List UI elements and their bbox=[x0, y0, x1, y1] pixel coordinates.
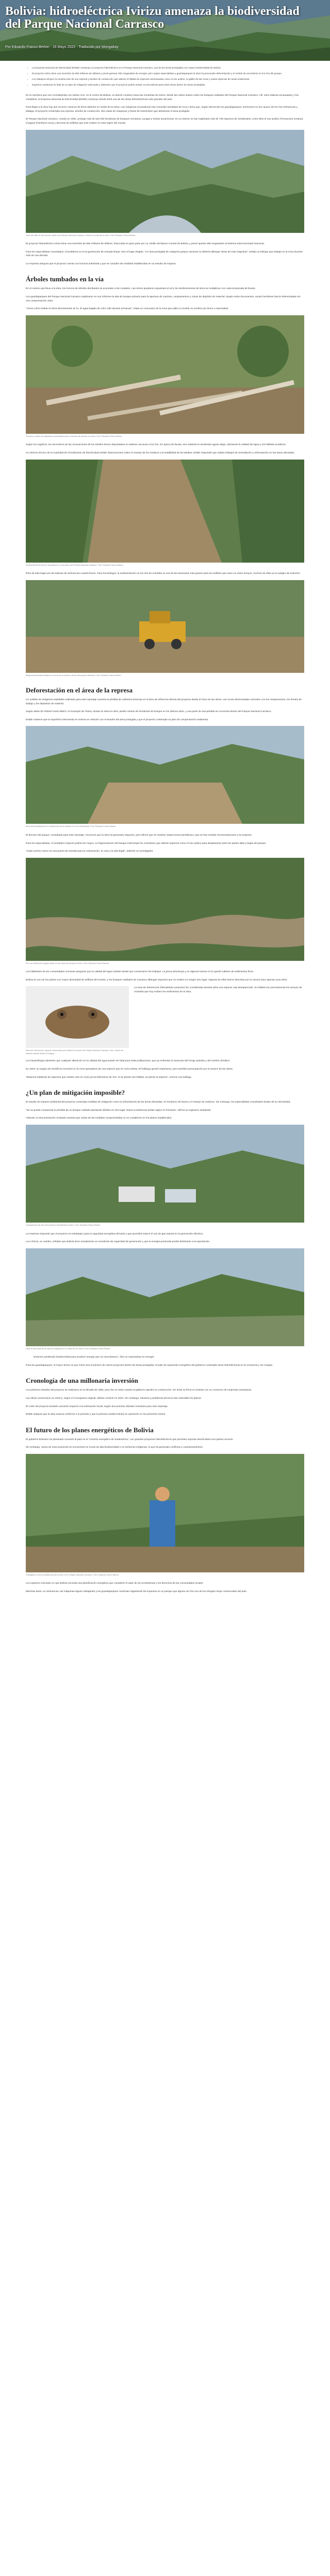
figure-caption: Río con sedimentos aguas abajo de las obras del proyecto Ivirizu. Foto: Eduardo Franco Berton. bbox=[26, 962, 110, 964]
paragraph: Según los registros, los escombros de las excavaciones de los túneles fueron depositados en laderas cercanas a los ríos. En época de lluvias, ese material es arrastrado aguas abajo, afectando la calidad del agua y los hábitats acuáticos. bbox=[26, 444, 287, 447]
figure-caption: Trabajador en las inmediaciones de la obra, en el Parque Nacional Carrasco. Foto: Eduardo Franco Berton. bbox=[26, 1573, 119, 1576]
figure bbox=[26, 858, 304, 965]
paragraph: Los primeros estudios del proyecto se realizaron en la década de 1990, pero fue en 2016 cuando el gobierno aprobó su construcción. En 2018 se firmó el contrato con un consorcio de empresas extranjeras. bbox=[26, 1389, 252, 1392]
figure bbox=[26, 1454, 304, 1577]
section-heading: Cronología de una millonaria inversión bbox=[26, 1377, 138, 1385]
paragraph: El gobierno boliviano ha planteado convertir al país en el “corazón energético de Sudamérica”, con grandes proyectos hidroeléctricos que permitan exportar electricidad a los países vecinos. bbox=[26, 1438, 234, 1441]
paragraph: ENDE sostiene que la superficie intervenida es mínima en relación con el tamaño del área protegida y que el proyecto contempla un plan de compensación ambiental. bbox=[26, 718, 209, 721]
figure-caption: Área desmontada para la construcción de la represa en el río Sehuencas. Foto: Eduardo Franco Berton. bbox=[26, 825, 117, 828]
paragraph: Los herpetólogos advierten que cualquier alteración en la calidad del agua puede ser fatal para estas poblaciones, que ya enfrentan la amenaza del hongo quitridio y del cambio climático. bbox=[26, 1060, 230, 1063]
pull-quote: “Estamos perdiendo biodiversidad para producir energía que no necesitamos”, dice un especialista en energía. bbox=[33, 1356, 155, 1359]
hero-banner bbox=[0, 0, 330, 61]
page-title: Bolivia: hidroeléctrica Ivirizu amenaza la biodiversidad del Parque Nacional Carrasco bbox=[5, 5, 300, 31]
paragraph: Para los guardaparques, el mayor temor es que Ivirizu sea el primero de varios proyectos dentro de áreas protegidas. El plan de expansión energética del gobierno contempla otras hidroeléctricas en la Amazonía y los Yungas. bbox=[26, 1364, 273, 1367]
paragraph: En la carretera que une Cochabamba con Santa Cruz, en el centro de Bolivia, un desvío conduce hacia las montañas de Ivirizu, donde las nubes suelen cubrir los bosques nublados del Parque Nacional Carrasco. Allí, entre laderas escarpadas y ríos cristalinos, la Empresa Nacional de Electricidad (ENDE) construye desde 2019 una de las obras hidroeléctricas más grandes del país. bbox=[26, 94, 299, 101]
paragraph: Para llegar a la obra hay que recorrer caminos de tierra abiertos en medio de la selva. Las máquinas excavadoras han removido toneladas de roca y tierra que, según denuncian los guardaparques, terminaron en los cauces de los ríos Sehuencas y Málaga. El proyecto contempla una represa, túneles de conducción, dos casas de máquinas y líneas de transmisión que atraviesan el área protegida. bbox=[26, 106, 298, 113]
figure bbox=[26, 1248, 304, 1351]
figure bbox=[26, 130, 304, 238]
summary-item: • Expertos cuestionan la falta de un plan de mitigación adecuado y advierten que el proyecto podría sentar un precedente para otras obras dentro de áreas protegidas. bbox=[32, 83, 304, 87]
paragraph: “No se puede compensar la pérdida de un bosque nublado plantando árboles en otro lugar. Estos ecosistemas tardan siglos en formarse”, afirma un ingeniero ambiental. bbox=[26, 1109, 211, 1112]
paragraph: Según datos de Global Forest Watch, el municipio de Totora, donde se ubica la obra, perdió cientos de hectáreas de bosque en los últimos años, y una parte de esa pérdida se concentra dentro del Parque Nacional Carrasco. bbox=[26, 710, 272, 714]
valley-photo bbox=[26, 130, 304, 233]
paragraph: La empresa asegura que el proyecto cuenta con licencia ambiental y que se cumplen las medidas establecidas en su estudio de impacto. bbox=[26, 262, 177, 265]
article-body bbox=[26, 61, 304, 1608]
paragraph: Bolivia es uno de los países con mayor diversidad de anfibios del mundo, y los bosques nublados de Carrasco albergan especies que no existen en ningún otro lugar. Algunas de ellas fueron descritas por la ciencia hace apenas unos años. bbox=[26, 978, 288, 981]
paragraph: ENDE asegura que la obra avanza conforme a lo previsto y que la primera unidad entrará en operación en los próximos meses. bbox=[26, 1413, 166, 1416]
landslide-photo bbox=[26, 460, 304, 563]
figure-caption: Rana de Sehuencas, especie amenazada que habita los arroyos del Parque Nacional Carrasco. Foto: Museo de Historia Natural Alcide d’Orbigny. bbox=[26, 1049, 124, 1055]
figure-caption: Deslizamiento de tierra y escombros en una ladera del Parque Nacional Carrasco. Foto: Eduardo Franco Berton. bbox=[26, 564, 124, 566]
paragraph: El Parque Nacional Carrasco, creado en 1991, protege más de 622 000 hectáreas de bosques montanos, yungas y selvas amazónicas. En su interior se han registrado más de 700 especies de vertebrados, entre ellos el oso andino (Tremarctos ornatus), el jaguar (Panthera onca) y decenas de anfibios que solo existen en esta región del mundo. bbox=[26, 118, 304, 125]
summary-item: • Los trabajos incluyen la construcción de una represa y túneles de conducción que alteran el hábitat de especies amenazadas como el oso andino, el gallito de las rocas y varias especies de ranas endémicas. bbox=[32, 77, 304, 81]
figure-caption: Vista del valle de Sehuencas, dentro del Parque Nacional Carrasco, donde se construye la obra. Foto: Eduardo Franco Berton. bbox=[26, 234, 136, 236]
paragraph: Mientras tanto, en Sehuencas, las máquinas siguen trabajando y los guardaparques continúan registrando los impactos en un parque que alguna vez fue uno de los refugios mejor conservados del país. bbox=[26, 1590, 248, 1594]
paragraph: Además, la documentación revisada muestra que varias de las medidas comprometidas no se cumplieron en los plazos establecidos. bbox=[26, 1117, 172, 1120]
frog-photo bbox=[26, 986, 129, 1048]
paragraph: La rana de Sehuencas (Telmatobius yuracare) fue considerada durante años una especie casi desaparecida. Su hábitat son precisamente los arroyos de montaña que hoy reciben los sedimentos de la obra. bbox=[134, 987, 302, 994]
figure bbox=[26, 726, 304, 828]
paragraph: Los habitantes de las comunidades cercanas aseguran que la calidad del agua cambió desde que comenzaron los trabajos. La pesca disminuyó y en algunos tramos el río quedó cubierto de sedimentos finos. bbox=[26, 971, 254, 974]
paragraph: Ríos de lodo bajan por las laderas de Sehuencas cuando llueve. Para los biólogos, la sedimentación en los ríos de montaña es una de las amenazas más graves para los anfibios que viven en estos arroyos, muchos de ellos ya en peligro de extinción. bbox=[26, 572, 301, 575]
paragraph: Los críticos, en cambio, señalan que Bolivia tiene actualmente un excedente de capacidad de generación y que la energía producida podría destinarse a la exportación. bbox=[26, 1241, 210, 1244]
paragraph: Un análisis de imágenes satelitales realizado para este reportaje muestra la pérdida de cobertura boscosa en el área de influencia directa del proyecto desde el inicio de las obras. Las zonas desmontadas coinciden con los campamentos, los frentes de trabajo y los depósitos de material. bbox=[26, 699, 302, 705]
paragraph: Un informe técnico de la Autoridad de Fiscalización de Electricidad señaló observaciones sobre el manejo de los residuos y la estabilidad de los taludes. ENDE respondió que realiza trabajos de remediación y reforestación en las áreas afectadas. bbox=[26, 451, 295, 454]
section-heading: Árboles tumbados en la vía bbox=[26, 275, 104, 283]
figure-caption: Maquinaria pesada trabaja en el área de la represa, dentro del parque nacional. Foto: Eduardo Franco Berton. bbox=[26, 674, 122, 676]
frog-figure-row bbox=[26, 986, 304, 1055]
paragraph: El director del parque, consultado para este reportaje, reconoció que la obra ha generado impactos, pero afirmó que se realizan inspecciones periódicas y que se han emitido recomendaciones a la empresa. bbox=[26, 834, 252, 837]
paragraph: El costo del proyecto también aumentó respecto a la estimación inicial, según documentos oficiales revisados para este reportaje. bbox=[26, 1405, 168, 1408]
section-heading: Deforestación en el área de la represa bbox=[26, 686, 133, 694]
section-heading: El futuro de los planes energéticos de Bolivia bbox=[26, 1426, 154, 1434]
figure bbox=[26, 580, 304, 677]
machinery-photo bbox=[26, 580, 304, 673]
figure-caption: Campamento de obra del proyecto hidroeléctrico Ivirizu. Foto: Eduardo Franco Berton. bbox=[26, 1224, 101, 1226]
figure-caption: Vista de las obras de la casa de máquinas en el valle del río Ivirizu. Foto: Eduardo Franco Berton. bbox=[26, 1347, 111, 1350]
worker-photo bbox=[26, 1454, 304, 1572]
figure-caption: Troncos y restos de vegetación acumulados junto al camino de acceso a la obra. Foto: Eduardo Franco Berton. bbox=[26, 435, 123, 437]
paragraph: “Vimos cómo tiraban la tierra directamente al río. El agua bajaba de color café durante semanas”, relata un comunario de la zona que pidió no revelar su nombre por temor a represalias. bbox=[26, 308, 229, 311]
byline: Por Eduardo Franco Berton · 16 Mayo 2022 · Traducido por Mongabay bbox=[5, 45, 119, 49]
summary-list bbox=[26, 66, 304, 87]
figure bbox=[26, 460, 304, 567]
paragraph: El proyecto hidroeléctrico Ivirizu tiene una inversión de 560 millones de dólares, financiada en gran parte por un crédito del Banco Central de Bolivia, y prevé aportar 290 megavatios al Sistema Interconectado Nacional. bbox=[26, 243, 265, 246]
summary-item: • La Empresa Nacional de Electricidad (ENDE) construye un proyecto hidroeléctrico en el Parque Nacional Carrasco, una de las áreas protegidas con mayor biodiversidad de Bolivia. bbox=[32, 66, 304, 70]
paragraph: El estudio de impacto ambiental del proyecto contempla medidas de mitigación como la reforestación de las áreas afectadas, el monitoreo de fauna y el manejo de residuos. Sin embargo, los especialistas consultados dudan de su efectividad. bbox=[26, 1101, 291, 1104]
paragraph: Los expertos coinciden en que Bolivia necesita una planificación energética que considere el valor de los ecosistemas y los derechos de las comunidades locales. bbox=[26, 1582, 204, 1585]
section-heading: ¿Un plan de mitigación imposible? bbox=[26, 1089, 125, 1097]
paragraph: Los guardaparques del Parque Nacional Carrasco registraron en sus informes la tala de bosque primario para la apertura de caminos, campamentos y zonas de depósito de material. Según estos documentos, varias hectáreas fueron desmontadas sin una compensación clara. bbox=[26, 296, 301, 302]
river-sediment-photo bbox=[26, 858, 304, 961]
paragraph: La empresa responde que el proyecto es estratégico para la seguridad energética del país y que permitirá reducir el uso de gas natural en la generación eléctrica. bbox=[26, 1232, 204, 1235]
paragraph: Para los especialistas consultados, el problema no es la generación de energía limpia, sino el lugar elegido. “Un área protegida de categoría parque nacional no debería albergar obras de esta magnitud”, señala un biólogo que trabajó en la zona durante más de una década. bbox=[26, 250, 303, 258]
figure bbox=[26, 315, 304, 438]
fallen-trees-photo bbox=[26, 315, 304, 434]
figure bbox=[26, 1125, 304, 1227]
figure bbox=[26, 986, 129, 1055]
powerhouse-photo bbox=[26, 1248, 304, 1346]
paragraph: En 2019, un equipo de científicos encontró en la zona ejemplares de una especie que se creía extinta. El hallazgo generó esperanza, pero también preocupación por el avance de las obras. bbox=[26, 1068, 234, 1071]
paragraph: Sin embargo, varios de esos proyectos se encuentran en zonas de alta biodiversidad o en territorios indígenas, lo que ha generado conflictos y cuestionamientos. bbox=[26, 1446, 203, 1449]
paragraph: Para los especialistas, el verdadero impacto podría ser mayor. La fragmentación del bosque interrumpe los corredores que utilizan especies como el oso andino para desplazarse entre las partes altas y bajas del parque. bbox=[26, 842, 267, 845]
camp-photo bbox=[26, 1125, 304, 1223]
paragraph: En el camino que lleva a la obra, los troncos de árboles derribados se acumulan a los costados. Las raíces quedaron expuestas al sol y los deslizamientos de tierra se multiplican con cada temporada de lluvias. bbox=[26, 287, 256, 291]
paragraph: Las obras comenzaron en 2019 y, según el cronograma original, debían concluir en 2022. Sin embargo, retrasos y problemas técnicos han extendido los plazos. bbox=[26, 1397, 202, 1400]
dam-area-photo bbox=[26, 726, 304, 824]
paragraph: “Cada camino nuevo es una puerta de entrada para la colonización, la caza y la tala ilegal”, advierte un investigador. bbox=[26, 850, 154, 853]
summary-item: • El proyecto Ivirizu tiene una inversión de 560 millones de dólares y prevé generar 290 megavatios de energía, pero según especialistas y guardaparques la obra ha provocado deforestación y el vertido de escombros en los ríos del parque. bbox=[32, 72, 304, 75]
paragraph: “Estamos hablando de especies que existen solo en unos pocos kilómetros de ríos. Si se pierde ese hábitat, se pierde la especie”, resume una bióloga. bbox=[26, 1076, 192, 1079]
